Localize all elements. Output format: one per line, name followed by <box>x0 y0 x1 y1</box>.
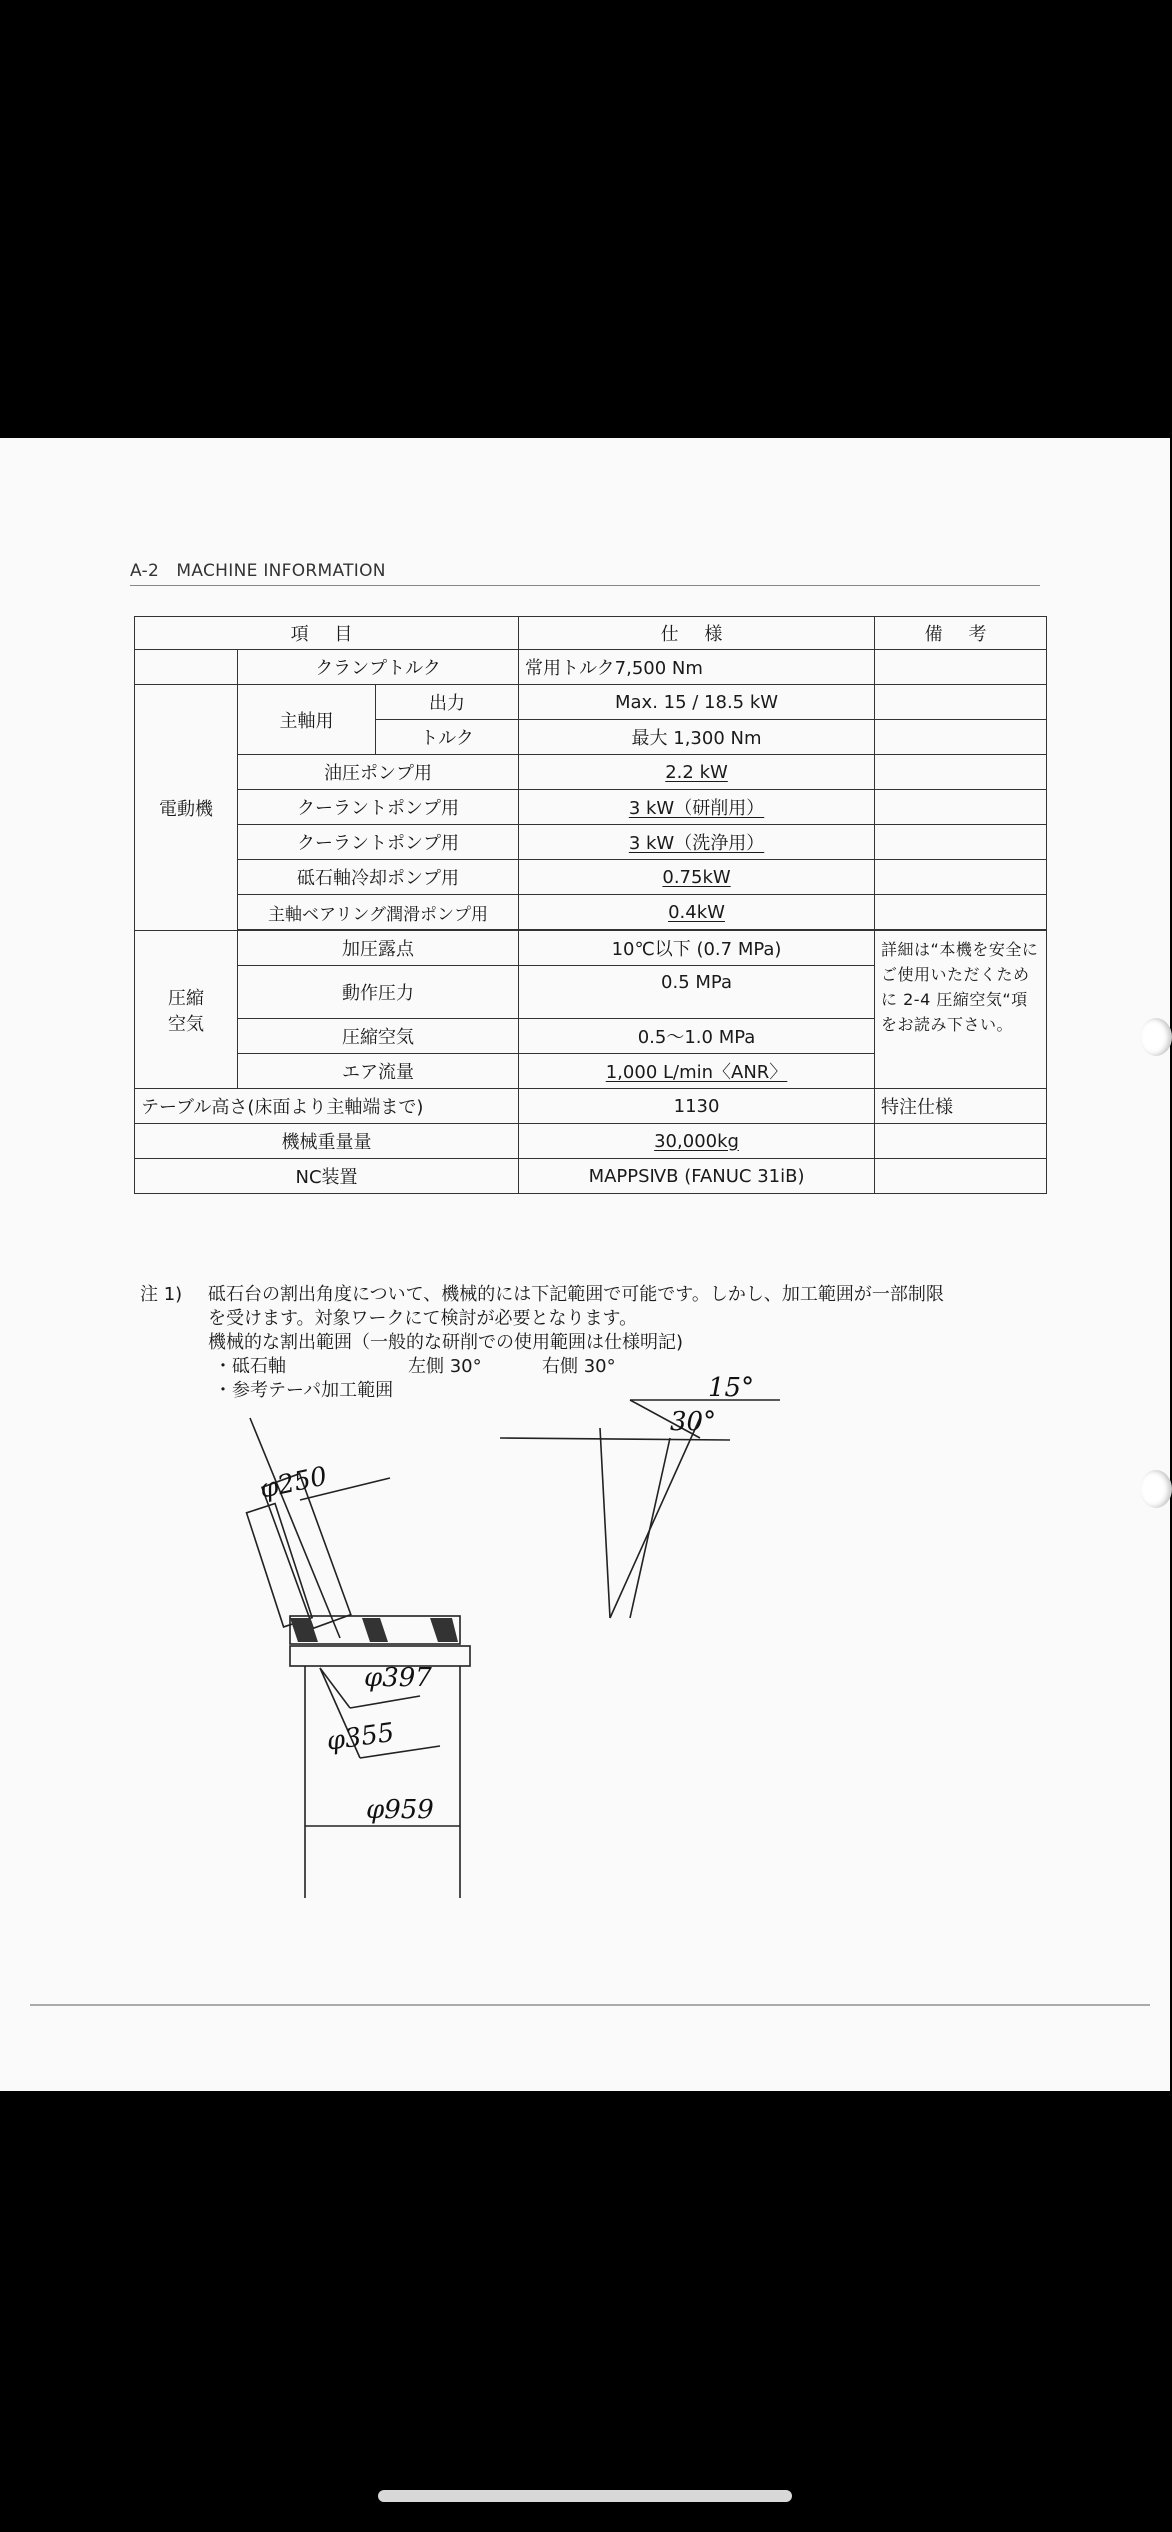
weight-value: 30,000kg <box>519 1124 875 1159</box>
nc-label: NC装置 <box>135 1159 519 1194</box>
table-row <box>135 755 1047 790</box>
motor-value: 0.4kW <box>519 895 875 930</box>
note-right-angle: 右側 30° <box>542 1356 616 1377</box>
binder-hole <box>1140 1018 1172 1056</box>
wheel-axis-line <box>610 1418 700 1618</box>
motor-value: 3 kW（研削用） <box>519 790 875 825</box>
table-row <box>135 790 1047 825</box>
spindle-label: 主軸用 <box>238 685 376 755</box>
document-page <box>0 438 1170 2091</box>
table-row <box>135 1159 1047 1194</box>
motor-value: 0.75kW <box>519 860 875 895</box>
wheel-head <box>247 1504 313 1627</box>
angle-label: 30° <box>670 1407 717 1437</box>
air-label: エア流量 <box>238 1054 519 1089</box>
clamp-value: 常用トルク7,500 Nm <box>519 650 875 685</box>
table-row <box>135 650 1047 685</box>
angle-leader <box>500 1438 730 1440</box>
hatched-section <box>290 1618 318 1642</box>
motor-label: 主軸ベアリング潤滑ポンプ用 <box>238 895 519 930</box>
air-label: 圧縮空気 <box>238 1019 519 1054</box>
angle-label: 15° <box>708 1373 755 1403</box>
header-item: 項 目 <box>135 617 519 650</box>
table-row <box>135 860 1047 895</box>
note-mark: 注 1) <box>140 1284 183 1305</box>
table-height-label: テーブル高さ(床面より主軸端まで) <box>135 1089 519 1124</box>
diameter-label: φ397 <box>364 1663 432 1693</box>
note-line: 砥石台の割出角度について、機械的には下記範囲で可能です。しかし、加工範囲が一部制限 <box>208 1284 944 1305</box>
diameter-label: φ355 <box>324 1717 397 1757</box>
wheel-axis-line <box>250 1418 340 1638</box>
air-value: 1,000 L/min〈ANR〉 <box>519 1054 875 1089</box>
weight-label: 機械重量量 <box>135 1124 519 1159</box>
table-row <box>135 1124 1047 1159</box>
table-height-note: 特注仕様 <box>875 1089 1047 1124</box>
header-spec: 仕 様 <box>519 617 875 650</box>
binder-hole <box>1140 1470 1172 1508</box>
motor-label: クーラントポンプ用 <box>238 825 519 860</box>
dimension-line <box>350 1696 420 1708</box>
air-note: 詳細は“本機を安全にご使用いただくために 2-4 圧縮空気“項をお読み下さい。 <box>875 931 1047 1089</box>
table-height-value: 1130 <box>519 1089 875 1124</box>
page-header: A-2 MACHINE INFORMATION <box>130 561 386 581</box>
hatched-section <box>430 1618 458 1642</box>
header-remarks: 備 考 <box>875 617 1047 650</box>
motor-label: クーラントポンプ用 <box>238 790 519 825</box>
note-line: 機械的な割出範囲（一般的な研削での使用範囲は仕様明記) <box>208 1332 684 1353</box>
air-label: 加圧露点 <box>238 931 519 966</box>
table-row <box>135 931 1047 966</box>
motor-group-label: 電動機 <box>135 685 238 931</box>
hatched-section <box>362 1618 388 1642</box>
output-label: 出力 <box>376 685 519 720</box>
footer-rule <box>30 2004 1150 2006</box>
nc-value: MAPPSⅣB (FANUC 31iB) <box>519 1159 875 1194</box>
motor-value: 3 kW（洗浄用） <box>519 825 875 860</box>
clamp-label: クランプトルク <box>238 650 519 685</box>
header-rule <box>130 585 1040 586</box>
table-header-row <box>135 617 1047 650</box>
output-value: Max. 15 / 18.5 kW <box>519 685 875 720</box>
air-label: 動作圧力 <box>238 966 519 1019</box>
note-bullet: ・参考テーパ加工範囲 <box>214 1380 394 1401</box>
spec-table <box>134 616 1047 1194</box>
note-line: を受けます。対象ワークにて検討が必要となります。 <box>208 1308 638 1329</box>
home-indicator[interactable] <box>378 2490 792 2502</box>
grinding-head-diagram <box>257 1373 860 1878</box>
diameter-label: φ959 <box>366 1795 434 1825</box>
motor-value: 2.2 kW <box>519 755 875 790</box>
table-row <box>135 1089 1047 1124</box>
diameter-label: φ250 <box>257 1461 330 1505</box>
wheel-axis-line <box>600 1428 610 1618</box>
note-bullet: ・砥石軸 <box>214 1356 286 1377</box>
motor-label: 砥石軸冷却ポンプ用 <box>238 860 519 895</box>
air-value: 0.5 MPa <box>519 966 875 1019</box>
air-value: 10℃以下 (0.7 MPa) <box>519 931 875 966</box>
note-left-angle: 左側 30° <box>408 1356 482 1377</box>
motor-label: 油圧ポンプ用 <box>238 755 519 790</box>
air-group-label: 圧縮 空気 <box>135 931 238 1089</box>
torque-label: トルク <box>376 720 519 755</box>
table-row <box>135 825 1047 860</box>
table-row <box>135 685 1047 720</box>
air-value: 0.5～1.0 MPa <box>519 1019 875 1054</box>
torque-value: 最大 1,300 Nm <box>519 720 875 755</box>
table-row <box>135 895 1047 930</box>
